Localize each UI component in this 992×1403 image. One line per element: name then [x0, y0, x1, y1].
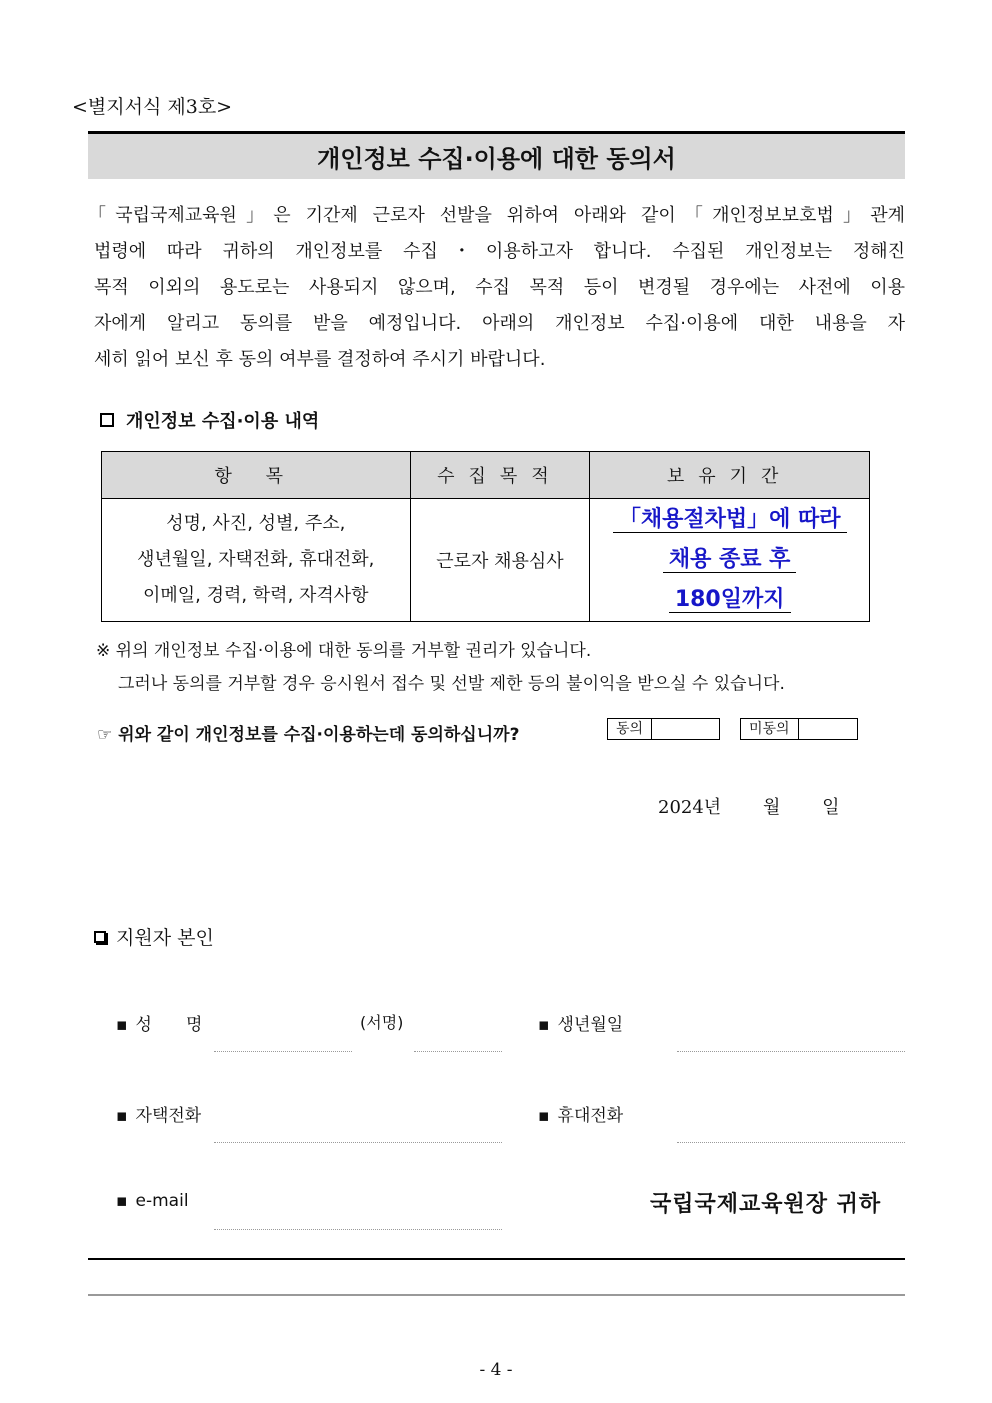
name-label: ▪ 성 명 — [116, 1010, 202, 1035]
document-title: 개인정보 수집·이용에 대한 동의서 — [317, 145, 676, 173]
bottom-rule — [88, 1258, 905, 1260]
disagree-label: 미동의 — [741, 719, 799, 739]
home-phone-input-line[interactable] — [214, 1142, 502, 1143]
name-input-line[interactable] — [214, 1051, 352, 1052]
section-applicant — [94, 923, 214, 950]
items-line: 이메일, 경력, 학력, 자격사항 — [142, 585, 369, 606]
notice-line: 그러나 동의를 거부할 경우 응시원서 접수 및 선발 제한 등의 불이익을 받으실 수 있습니다. — [118, 674, 785, 694]
intro-paragraph — [88, 198, 905, 378]
page-number: - 4 - — [479, 1360, 513, 1380]
form-number: <별지서식 제3호> — [72, 96, 233, 118]
closing-addressee: 국립국제교육원장 귀하 — [650, 1191, 882, 1217]
notice-line: ※ 위의 개인정보 수집·이용에 대한 동의를 거부할 권리가 있습니다. — [96, 641, 592, 661]
purpose-cell: 근로자 채용심사 — [410, 499, 590, 622]
agree-mark-area[interactable] — [652, 719, 719, 739]
retention-line: 180일까지 — [669, 587, 791, 613]
disagree-mark-area[interactable] — [799, 719, 857, 739]
agree-checkbox[interactable] — [607, 718, 720, 740]
email-label: ▪ e-mail — [116, 1191, 189, 1211]
date-line — [658, 793, 839, 819]
consent-question: ☞ 위와 같이 개인정보를 수집·이용하는데 동의하십니까? — [97, 725, 520, 745]
table-header-row — [102, 452, 870, 499]
section-collection-details — [100, 407, 319, 433]
intro-line: 목적 이외의 용도로는 사용되지 않으며, 수집 목적 등이 변경될 경우에는 사전에 이용 — [94, 277, 905, 298]
intro-line: 자에게 알리고 동의를 받을 예정입니다. 아래의 개인정보 수집·이용에 대한 내용을 자 — [94, 313, 905, 334]
signature-input-line[interactable] — [414, 1051, 502, 1052]
table-row — [102, 499, 870, 622]
birthdate-label: ▪ 생년월일 — [538, 1010, 623, 1035]
date-year: 2024년 — [658, 797, 722, 818]
checkbox-square-icon — [94, 931, 106, 943]
intro-line: 「국립국제교육원」은 기간제 근로자 선발을 위하여 아래와 같이「개인정보보호법」관계 — [88, 205, 905, 226]
email-input-line[interactable] — [214, 1229, 502, 1230]
refusal-notice — [96, 635, 785, 701]
home-phone-label: ▪ 자택전화 — [116, 1101, 201, 1126]
disagree-checkbox[interactable] — [740, 718, 858, 740]
date-month: 월 — [762, 797, 781, 818]
agree-label: 동의 — [608, 719, 652, 739]
header-retention: 보유기간 — [590, 452, 870, 499]
birthdate-input-line[interactable] — [677, 1051, 905, 1052]
mobile-phone-input-line[interactable] — [677, 1142, 905, 1143]
signature-label: (서명) — [360, 1013, 404, 1032]
items-line: 성명, 사진, 성별, 주소, — [166, 513, 346, 534]
checkbox-square-icon — [100, 413, 114, 427]
section-title: 개인정보 수집·이용 내역 — [126, 411, 320, 432]
intro-line: 세히 읽어 보신 후 동의 여부를 결정하여 주시기 바랍니다. — [94, 349, 546, 370]
retention-cell — [590, 499, 870, 622]
bottom-rule-secondary — [88, 1294, 905, 1296]
header-items: 항 목 — [102, 452, 411, 499]
section-title: 지원자 본인 — [116, 927, 214, 949]
intro-line: 법령에 따라 귀하의 개인정보를 수집・이용하고자 합니다. 수집된 개인정보는 정해진 — [94, 241, 905, 262]
collection-table — [101, 451, 870, 622]
items-line: 생년월일, 자택전화, 휴대전화, — [137, 549, 375, 570]
retention-line: 채용 종료 후 — [663, 547, 797, 573]
date-day: 일 — [822, 797, 840, 818]
document-title-bar — [88, 131, 905, 179]
mobile-phone-label: ▪ 휴대전화 — [538, 1101, 623, 1126]
retention-line: 「채용절차법」에 따라 — [613, 507, 847, 533]
header-purpose: 수집목적 — [410, 452, 590, 499]
items-cell — [102, 499, 411, 622]
